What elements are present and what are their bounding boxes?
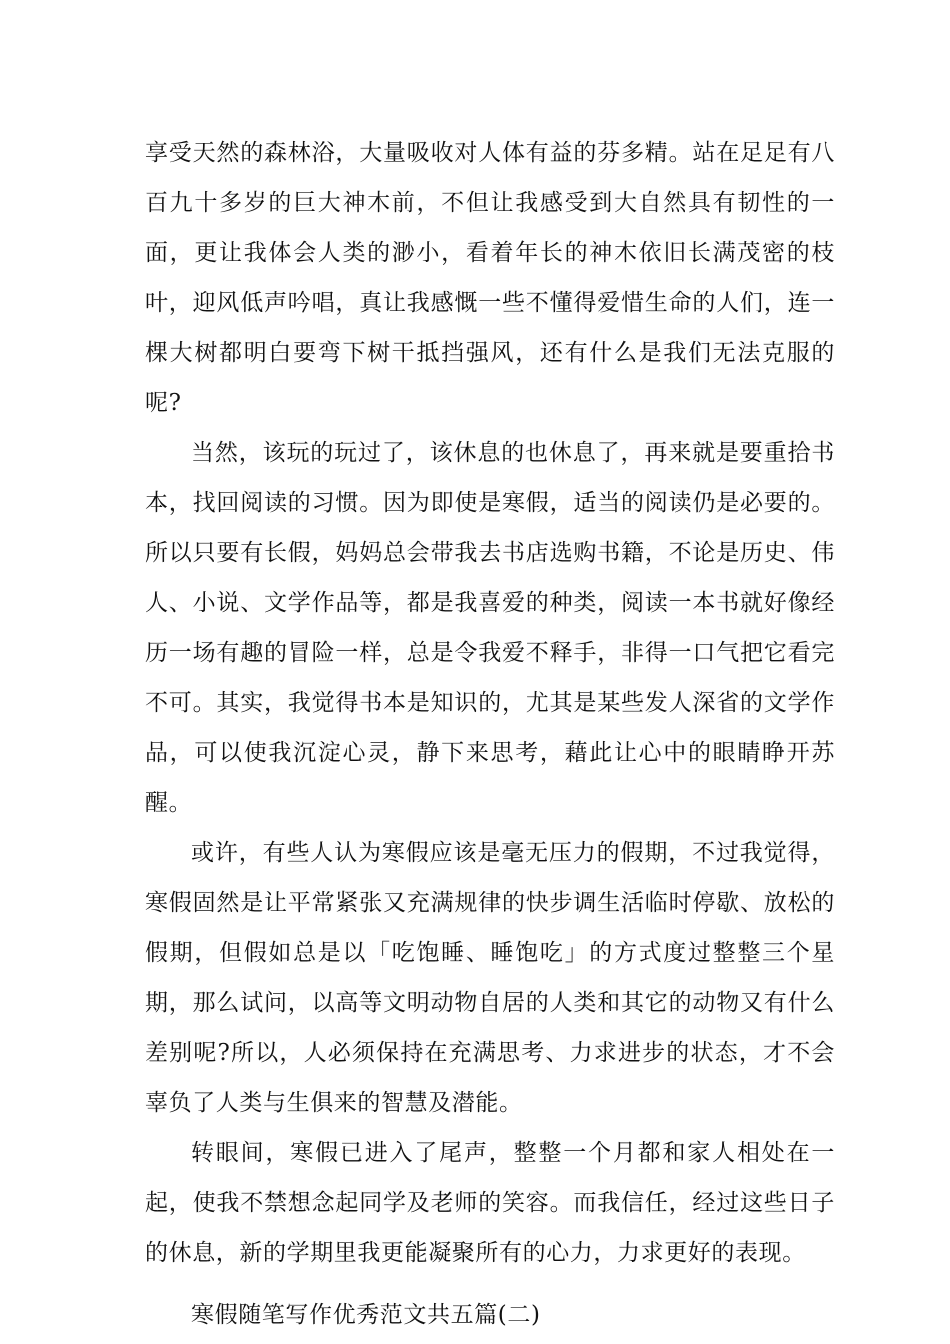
paragraph-ending: 转眼间，寒假已进入了尾声，整整一个月都和家人相处在一起，使我不禁想念起同学及老师的笑容。而我信任，经过这些日子的休息，新的学期里我更能凝聚所有的心力，力求更好的表现。 bbox=[145, 1140, 835, 1266]
document-body bbox=[145, 128, 835, 1340]
paragraph-forest: 享受天然的森林浴，大量吸收对人体有益的芬多精。站在足足有八百九十多岁的巨大神木前，不但让我感受到大自然具有韧性的一面，更让我体会人类的渺小，看着年长的神木依旧长满茂密的枝叶，迎风低声吟唱，真让我感慨一些不懂得爱惜生命的人们，连一棵大树都明白要弯下树干抵挡强风，还有什么是我们无法克服的呢? bbox=[145, 140, 835, 416]
paragraph-holiday-thoughts: 或许，有些人认为寒假应该是毫无压力的假期，不过我觉得，寒假固然是让平常紧张又充满规律的快步调生活临时停歇、放松的假期，但假如总是以「吃饱睡、睡饱吃」的方式度过整整三个星期，那么试问，以高等文明动物自居的人类和其它的动物又有什么差别呢?所以，人必须保持在充满思考、力求进步的状态，才不会辜负了人类与生俱来的智慧及潜能。 bbox=[145, 840, 835, 1116]
section-subtitle: 寒假随笔写作优秀范文共五篇(二) bbox=[191, 1302, 541, 1328]
paragraph-reading: 当然，该玩的玩过了，该休息的也休息了，再来就是要重拾书本，找回阅读的习惯。因为即使是寒假，适当的阅读仍是必要的。所以只要有长假，妈妈总会带我去书店选购书籍，不论是历史、伟人、小说、文学作品等，都是我喜爱的种类，阅读一本书就好像经历一场有趣的冒险一样，总是令我爱不释手，非得一口气把它看完不可。其实，我觉得书本是知识的，尤其是某些发人深省的文学作品，可以使我沉淀心灵，静下来思考，藉此让心中的眼睛睁开苏醒。 bbox=[145, 440, 835, 816]
